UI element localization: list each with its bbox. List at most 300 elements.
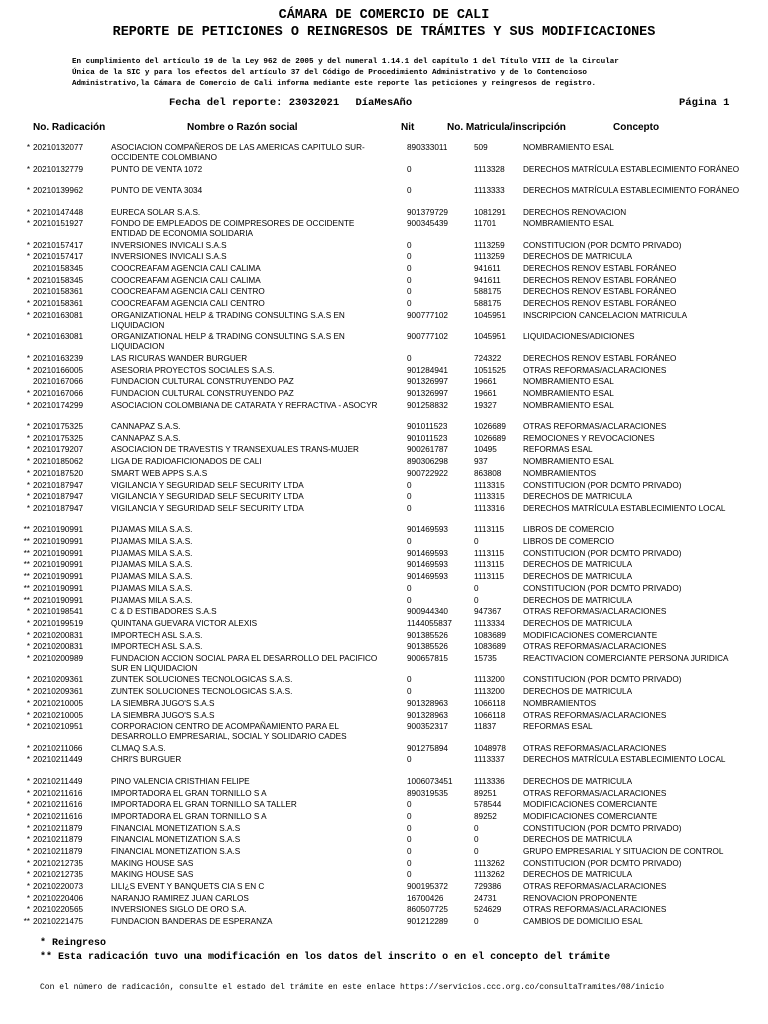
- table-row: [0, 777, 768, 789]
- radicacion-cell: 20210211066: [33, 743, 83, 753]
- table-row: [0, 252, 768, 264]
- nit-cell: 890306298: [407, 457, 448, 467]
- matricula-cell: 1045951: [474, 310, 506, 320]
- matricula-cell: 863808: [474, 468, 502, 478]
- row-marker: *: [26, 365, 30, 375]
- table-row: [0, 492, 768, 504]
- concepto-cell: OTRAS REFORMAS/ACLARACIONES: [523, 607, 667, 617]
- concepto-cell: DERECHOS MATRÍCULA ESTABLECIMIENTO FORÁNEO: [523, 186, 740, 195]
- radicacion-cell: 20210187947: [33, 503, 84, 513]
- table-row: [0, 481, 768, 493]
- nombre-cell: FUNDACION BANDERAS DE ESPERANZA: [111, 917, 273, 927]
- nit-cell: 0: [407, 503, 412, 513]
- nombre-cell: CANNAPAZ S.A.S.: [111, 422, 181, 432]
- matricula-cell: 1048978: [474, 743, 506, 753]
- matricula-cell: 1051525: [474, 365, 506, 375]
- nombre-cell: IMPORTADORA EL GRAN TORNILLO S A: [111, 788, 267, 798]
- nit-cell: 901011523: [407, 433, 448, 443]
- nit-cell: 901275894: [407, 743, 448, 753]
- nombre-cell: CORPORACION CENTRO DE ACOMPAÑAMIENTO PARA EL DESARROLLO EMPRESARIAL, SOCIAL Y SOLIDARIO CADES: [111, 722, 347, 741]
- concepto-cell: OTRAS REFORMAS/ACLARACIONES: [523, 365, 667, 375]
- table-row: [0, 847, 768, 859]
- table-row: [0, 789, 768, 801]
- radicacion-cell: 20210211879: [33, 835, 83, 845]
- table-row: [0, 377, 768, 389]
- radicacion-cell: 20210163081: [33, 310, 84, 320]
- matricula-cell: 937: [474, 457, 488, 467]
- nombre-cell: VIGILANCIA Y SEGURIDAD SELF SECURITY LTDA: [111, 503, 304, 513]
- nombre-cell: PIJAMAS MILA S.A.S.: [111, 548, 193, 558]
- row-marker: *: [26, 811, 30, 821]
- concepto-cell: CONSTITUCION (POR DCMTO PRIVADO): [523, 675, 682, 685]
- concepto-cell: DERECHOS DE MATRICULA: [523, 572, 633, 582]
- concepto-cell: DERECHOS MATRÍCULA ESTABLECIMIENTO LOCAL: [523, 755, 726, 765]
- matricula-cell: 941611: [474, 264, 501, 274]
- table-row: [0, 631, 768, 643]
- nombre-cell: IMPORTECH ASL S.A.S.: [111, 642, 203, 652]
- nit-cell: 0: [407, 299, 412, 309]
- nombre-cell: CANNAPAZ S.A.S.: [111, 433, 181, 443]
- radicacion-cell: 20210167066: [33, 388, 84, 398]
- matricula-cell: 1026689: [474, 433, 506, 443]
- matricula-cell: 0: [474, 583, 479, 593]
- matricula-cell: 1113315: [474, 492, 505, 502]
- concepto-cell: DERECHOS DE MATRICULA: [523, 835, 633, 845]
- column-header-matricula: No. Matricula/inscripción: [447, 122, 566, 133]
- table-row: [0, 143, 768, 165]
- row-marker: *: [26, 788, 30, 798]
- nit-cell: 901326997: [407, 377, 448, 387]
- nit-cell: 0: [407, 240, 412, 250]
- row-marker: **: [23, 572, 30, 582]
- matricula-cell: 1081291: [474, 207, 506, 217]
- concepto-cell: DERECHOS DE MATRICULA: [523, 870, 633, 880]
- row-marker: *: [26, 299, 30, 309]
- nombre-cell: FUNDACION CULTURAL CONSTRUYENDO PAZ: [111, 388, 294, 398]
- nombre-cell: PIJAMAS MILA S.A.S.: [111, 572, 193, 582]
- row-marker: *: [26, 207, 30, 217]
- row-marker: *: [26, 457, 30, 467]
- row-marker: *: [26, 468, 30, 478]
- row-marker: *: [26, 743, 30, 753]
- row-marker: **: [23, 583, 30, 593]
- table-row: [0, 607, 768, 619]
- nombre-cell: LA SIEMBRA JUGO'S S.A.S: [111, 710, 215, 720]
- nombre-cell: PIJAMAS MILA S.A.S.: [111, 560, 193, 570]
- table-row: [0, 675, 768, 687]
- matricula-cell: 729386: [474, 882, 502, 892]
- row-marker: *: [26, 800, 30, 810]
- radicacion-cell: 20210158361: [33, 287, 84, 297]
- nombre-cell: SMART WEB APPS S.A.S: [111, 468, 208, 478]
- nit-cell: 0: [407, 186, 412, 195]
- nombre-cell: ORGANIZATIONAL HELP & TRADING CONSULTING S.A.S EN LIQUIDACION: [111, 310, 345, 330]
- matricula-cell: 19661: [474, 377, 497, 387]
- radicacion-cell: 20210200989: [33, 653, 84, 663]
- report-table: [0, 143, 768, 929]
- matricula-cell: 15735: [474, 653, 497, 663]
- nit-cell: 0: [407, 287, 412, 297]
- table-row: [0, 870, 768, 882]
- matricula-cell: 1026689: [474, 422, 506, 432]
- matricula-cell: 1113336: [474, 776, 505, 786]
- report-title: CÁMARA DE COMERCIO DE CALI: [278, 8, 490, 23]
- concepto-cell: REFORMAS ESAL: [523, 722, 593, 732]
- table-row: [0, 722, 768, 744]
- concepto-cell: CONSTITUCION (POR DCMTO PRIVADO): [523, 480, 682, 490]
- matricula-cell: 0: [474, 823, 479, 833]
- matricula-cell: 1113337: [474, 755, 505, 765]
- row-marker: *: [26, 642, 30, 652]
- concepto-cell: DERECHOS DE MATRICULA: [523, 776, 633, 786]
- radicacion-cell: 20210211879: [33, 847, 83, 856]
- nombre-cell: ASESORIA PROYECTOS SOCIALES S.A.S.: [111, 365, 275, 375]
- row-marker: *: [26, 433, 30, 443]
- concepto-cell: NOMBRAMIENTO ESAL: [523, 388, 614, 398]
- nit-cell: 0: [407, 800, 412, 810]
- nombre-cell: PUNTO DE VENTA 3034: [111, 186, 203, 195]
- radicacion-cell: 20210212735: [33, 858, 84, 868]
- table-row: [0, 917, 768, 929]
- concepto-cell: MODIFICACIONES COMERCIANTE: [523, 811, 658, 821]
- nombre-cell: INVERSIONES INVICALI S.A.S: [111, 252, 227, 262]
- table-row: [0, 812, 768, 824]
- concepto-cell: DERECHOS RENOVACION: [523, 207, 627, 217]
- matricula-cell: 941611: [474, 275, 501, 285]
- nit-cell: 900195372: [407, 882, 448, 892]
- column-header-nit: Nit: [401, 122, 415, 133]
- row-marker: *: [26, 353, 30, 363]
- column-header-radicacion: No. Radicación: [33, 122, 106, 133]
- nombre-cell: COOCREAFAM AGENCIA CALI CENTRO: [111, 299, 265, 309]
- radicacion-cell: 20210190991: [33, 595, 84, 605]
- nit-cell: 0: [407, 492, 412, 502]
- table-row: [0, 186, 768, 208]
- concepto-cell: CONSTITUCION (POR DCMTO PRIVADO): [523, 548, 682, 558]
- table-row: [0, 434, 768, 446]
- table-row: [0, 264, 768, 276]
- radicacion-cell: 20210158345: [33, 264, 84, 274]
- matricula-cell: 0: [474, 847, 479, 856]
- nombre-cell: FINANCIAL MONETIZATION S.A.S: [111, 835, 241, 845]
- nombre-cell: IMPORTADORA EL GRAN TORNILLO SA TALLER: [111, 800, 297, 810]
- nit-cell: 900261787: [407, 445, 448, 455]
- matricula-cell: 0: [474, 595, 479, 605]
- table-row: [0, 699, 768, 711]
- row-marker: *: [26, 186, 30, 195]
- concepto-cell: MODIFICACIONES COMERCIANTE: [523, 630, 658, 640]
- nit-cell: 901258832: [407, 400, 448, 410]
- nit-cell: 900777102: [407, 310, 448, 320]
- matricula-cell: 588175: [474, 299, 502, 309]
- nit-cell: 0: [407, 835, 412, 845]
- row-marker: *: [26, 870, 30, 880]
- concepto-cell: REMOCIONES Y REVOCACIONES: [523, 433, 655, 443]
- radicacion-cell: 20210158361: [33, 299, 84, 309]
- concepto-cell: MODIFICACIONES COMERCIANTE: [523, 800, 658, 810]
- nombre-cell: ASOCIACION DE TRAVESTIS Y TRANSEXUALES TRANS-MUJER: [111, 445, 359, 455]
- matricula-cell: 1113259: [474, 240, 505, 250]
- nombre-cell: ASOCIACION COMPAÑEROS DE LAS AMERICAS CAPITULO SUR-OCCIDENTE COLOMBIANO: [111, 143, 365, 162]
- row-marker: *: [26, 164, 30, 174]
- nombre-cell: ZUNTEK SOLUCIONES TECNOLOGICAS S.A.S.: [111, 675, 293, 685]
- nombre-cell: COOCREAFAM AGENCIA CALI CENTRO: [111, 287, 265, 297]
- concepto-cell: INSCRIPCION CANCELACION MATRICULA: [523, 310, 688, 320]
- row-marker: **: [23, 525, 30, 535]
- radicacion-cell: 20210220406: [33, 893, 84, 903]
- row-marker: *: [26, 776, 30, 786]
- radicacion-cell: 20210175325: [33, 422, 84, 432]
- radicacion-cell: 20210210005: [33, 698, 84, 708]
- concepto-cell: DERECHOS DE MATRICULA: [523, 492, 633, 502]
- row-marker: *: [26, 835, 30, 845]
- nit-cell: 901469593: [407, 525, 448, 535]
- nombre-cell: FINANCIAL MONETIZATION S.A.S: [111, 823, 241, 833]
- concepto-cell: OTRAS REFORMAS/ACLARACIONES: [523, 422, 667, 432]
- concepto-cell: CONSTITUCION (POR DCMTO PRIVADO): [523, 823, 682, 833]
- nombre-cell: COOCREAFAM AGENCIA CALI CALIMA: [111, 264, 261, 274]
- matricula-cell: 1113115: [474, 525, 505, 535]
- nit-cell: 0: [407, 537, 412, 547]
- nit-cell: 901469593: [407, 572, 448, 582]
- concepto-cell: NOMBRAMIENTOS: [523, 468, 597, 478]
- radicacion-cell: 20210139962: [33, 186, 84, 195]
- row-marker: *: [26, 858, 30, 868]
- matricula-cell: 0: [474, 537, 479, 547]
- radicacion-cell: 20210211449: [33, 755, 83, 765]
- radicacion-cell: 20210190991: [33, 548, 84, 558]
- nit-cell: 901469593: [407, 548, 448, 558]
- table-row: [0, 744, 768, 756]
- radicacion-cell: 20210200831: [33, 642, 84, 652]
- nombre-cell: MAKING HOUSE SAS: [111, 870, 194, 880]
- matricula-cell: 1045951: [474, 332, 506, 342]
- nombre-cell: INVERSIONES INVICALI S.A.S: [111, 240, 227, 250]
- radicacion-cell: 20210185062: [33, 457, 84, 467]
- radicacion-cell: 20210190991: [33, 583, 84, 593]
- radicacion-cell: 20210163239: [33, 353, 84, 363]
- table-row: [0, 445, 768, 457]
- table-row: [0, 572, 768, 584]
- table-row: [0, 711, 768, 723]
- matricula-cell: 19661: [474, 388, 497, 398]
- radicacion-cell: 20210147448: [33, 207, 84, 217]
- nombre-cell: PIJAMAS MILA S.A.S.: [111, 525, 193, 535]
- nit-cell: 901011523: [407, 422, 448, 432]
- table-row: [0, 905, 768, 917]
- row-marker: *: [26, 710, 30, 720]
- table-row: [0, 642, 768, 654]
- row-marker: *: [26, 905, 30, 915]
- radicacion-cell: 20210209361: [33, 687, 84, 697]
- concepto-cell: REACTIVACION COMERCIANTE PERSONA JURIDICA: [523, 653, 729, 663]
- concepto-cell: CONSTITUCION (POR DCMTO PRIVADO): [523, 240, 682, 250]
- matricula-cell: 509: [474, 143, 488, 152]
- table-row: [0, 525, 768, 537]
- row-marker: *: [26, 882, 30, 892]
- radicacion-cell: 20210211616: [33, 811, 83, 821]
- row-marker: *: [26, 675, 30, 685]
- nit-cell: 901469593: [407, 560, 448, 570]
- matricula-cell: 24731: [474, 893, 497, 903]
- nombre-cell: LIGA DE RADIOAFICIONADOS DE CALI: [111, 457, 262, 467]
- row-marker: *: [26, 687, 30, 697]
- concepto-cell: DERECHOS RENOV ESTABL FORÁNEO: [523, 275, 677, 285]
- matricula-cell: 10495: [474, 445, 497, 455]
- concepto-cell: NOMBRAMIENTOS: [523, 698, 597, 708]
- column-header-concepto: Concepto: [613, 122, 660, 133]
- nit-cell: 0: [407, 755, 412, 765]
- radicacion-cell: 20210210005: [33, 710, 84, 720]
- matricula-cell: 1113328: [474, 164, 505, 174]
- nit-cell: 890319535: [407, 788, 448, 798]
- matricula-cell: 588175: [474, 287, 502, 297]
- nit-cell: 1006073451: [407, 776, 453, 786]
- matricula-cell: 11701: [474, 219, 497, 229]
- radicacion-cell: 20210200831: [33, 630, 84, 640]
- radicacion-cell: 20210175325: [33, 433, 84, 443]
- matricula-cell: 1066118: [474, 698, 506, 708]
- table-row: [0, 859, 768, 871]
- nit-cell: 901328963: [407, 710, 448, 720]
- table-row: [0, 208, 768, 220]
- row-marker: *: [26, 893, 30, 903]
- radicacion-cell: 20210190991: [33, 560, 84, 570]
- row-marker: *: [26, 332, 30, 342]
- nit-cell: 0: [407, 264, 412, 274]
- radicacion-cell: 20210179207: [33, 445, 84, 455]
- radicacion-cell: 20210198541: [33, 607, 84, 617]
- nombre-cell: ORGANIZATIONAL HELP & TRADING CONSULTING S.A.S EN LIQUIDACION: [111, 332, 345, 352]
- table-row: [0, 457, 768, 469]
- radicacion-cell: 20210157417: [33, 240, 84, 250]
- nombre-cell: COOCREAFAM AGENCIA CALI CALIMA: [111, 275, 261, 285]
- radicacion-cell: 20210151927: [33, 219, 84, 229]
- concepto-cell: DERECHOS DE MATRICULA: [523, 595, 633, 605]
- radicacion-cell: 20210210951: [33, 722, 84, 732]
- concepto-cell: NOMBRAMIENTO ESAL: [523, 457, 614, 467]
- nombre-cell: VIGILANCIA Y SEGURIDAD SELF SECURITY LTDA: [111, 480, 304, 490]
- concepto-cell: DERECHOS RENOV ESTABL FORÁNEO: [523, 287, 677, 297]
- nit-cell: 901379729: [407, 207, 448, 217]
- nit-cell: 0: [407, 595, 412, 605]
- concepto-cell: REFORMAS ESAL: [523, 445, 593, 455]
- matricula-cell: 1113334: [474, 618, 505, 628]
- concepto-cell: LIQUIDACIONES/ADICIONES: [523, 332, 635, 342]
- matricula-cell: 89251: [474, 788, 497, 798]
- matricula-cell: 1113115: [474, 548, 505, 558]
- radicacion-cell: 20210187520: [33, 468, 84, 478]
- row-marker: *: [26, 618, 30, 628]
- nombre-cell: ZUNTEK SOLUCIONES TECNOLOGICAS S.A.S.: [111, 687, 293, 697]
- radicacion-cell: 20210220565: [33, 905, 84, 915]
- concepto-cell: OTRAS REFORMAS/ACLARACIONES: [523, 743, 667, 753]
- matricula-cell: 0: [474, 917, 479, 927]
- matricula-cell: 1113316: [474, 503, 505, 513]
- concepto-cell: DERECHOS RENOV ESTABL FORÁNEO: [523, 264, 677, 274]
- table-row: [0, 882, 768, 894]
- radicacion-cell: 20210221475: [33, 917, 84, 927]
- legend-modificacion: ** Esta radicación tuvo una modificación en los datos del inscrito o en el concepto del trámite: [40, 952, 611, 963]
- nit-cell: 901284941: [407, 365, 448, 375]
- row-marker: *: [26, 143, 30, 152]
- table-row: [0, 619, 768, 631]
- nombre-cell: VIGILANCIA Y SEGURIDAD SELF SECURITY LTDA: [111, 492, 304, 502]
- radicacion-cell: 20210167066: [33, 377, 84, 387]
- nit-cell: 860507725: [407, 905, 448, 915]
- nombre-cell: CHRI'S BURGUER: [111, 755, 182, 765]
- table-row: [0, 894, 768, 906]
- concepto-cell: CAMBIOS DE DOMICILIO ESAL: [523, 917, 643, 927]
- table-row: [0, 469, 768, 481]
- nit-cell: 0: [407, 858, 412, 868]
- radicacion-cell: 20210211616: [33, 800, 83, 810]
- nit-cell: 900657815: [407, 653, 448, 663]
- date-format-label: DíaMesAño: [355, 97, 413, 109]
- row-marker: *: [26, 492, 30, 502]
- matricula-cell: 89252: [474, 811, 497, 821]
- table-row: [0, 311, 768, 333]
- radicacion-cell: 20210211449: [33, 776, 83, 786]
- nit-cell: 900722922: [407, 468, 448, 478]
- matricula-cell: 1113115: [474, 572, 505, 582]
- concepto-cell: DERECHOS RENOV ESTABL FORÁNEO: [523, 299, 677, 309]
- table-row: [0, 165, 768, 187]
- table-row: [0, 401, 768, 423]
- intro-line: En cumplimiento del artículo 19 de la Ley 962 de 2005 y del numeral 1.14.1 del capítulo 1 del Título VIII de la Circular: [72, 58, 619, 66]
- concepto-cell: CONSTITUCION (POR DCMTO PRIVADO): [523, 858, 682, 868]
- row-marker: *: [26, 653, 30, 663]
- row-marker: *: [26, 445, 30, 455]
- radicacion-cell: 20210211879: [33, 823, 83, 833]
- concepto-cell: RENOVACION PROPONENTE: [523, 893, 638, 903]
- table-row: [0, 549, 768, 561]
- matricula-cell: 0: [474, 835, 479, 845]
- matricula-cell: 1113115: [474, 560, 505, 570]
- row-marker: **: [23, 595, 30, 605]
- nombre-cell: FUNDACION CULTURAL CONSTRUYENDO PAZ: [111, 377, 294, 387]
- nit-cell: 900352317: [407, 722, 448, 732]
- table-row: [0, 504, 768, 526]
- concepto-cell: DERECHOS MATRÍCULA ESTABLECIMIENTO LOCAL: [523, 503, 726, 513]
- table-row: [0, 241, 768, 253]
- nombre-cell: MAKING HOUSE SAS: [111, 858, 194, 868]
- table-row: [0, 422, 768, 434]
- nombre-cell: FONDO DE EMPLEADOS DE COIMPRESORES DE OCCIDENTE ENTIDAD DE ECONOMIA SOLIDARIA: [111, 219, 355, 238]
- nombre-cell: IMPORTECH ASL S.A.S.: [111, 630, 203, 640]
- row-marker: *: [26, 823, 30, 833]
- matricula-cell: 1113200: [474, 687, 505, 697]
- nit-cell: 901328963: [407, 698, 448, 708]
- concepto-cell: DERECHOS MATRÍCULA ESTABLECIMIENTO FORÁNEO: [523, 164, 740, 174]
- nit-cell: 0: [407, 252, 412, 262]
- row-marker: *: [26, 275, 30, 285]
- nit-cell: 901385526: [407, 642, 448, 652]
- nombre-cell: LAS RICURAS WANDER BURGUER: [111, 353, 248, 363]
- nit-cell: 900345439: [407, 219, 448, 229]
- intro-paragraph: [72, 57, 742, 90]
- row-marker: *: [26, 252, 30, 262]
- concepto-cell: NOMBRAMIENTO ESAL: [523, 143, 614, 152]
- matricula-cell: 1113333: [474, 186, 505, 195]
- report-subtitle: REPORTE DE PETICIONES O REINGRESOS DE TRÁMITES Y SUS MODIFICACIONES: [112, 25, 656, 40]
- radicacion-cell: 20210163081: [33, 332, 84, 342]
- report-date-label: Fecha del reporte: 23032021: [169, 97, 340, 109]
- matricula-cell: 578544: [474, 800, 502, 810]
- matricula-cell: 1083689: [474, 630, 506, 640]
- concepto-cell: LIBROS DE COMERCIO: [523, 537, 614, 547]
- nit-cell: 0: [407, 164, 412, 174]
